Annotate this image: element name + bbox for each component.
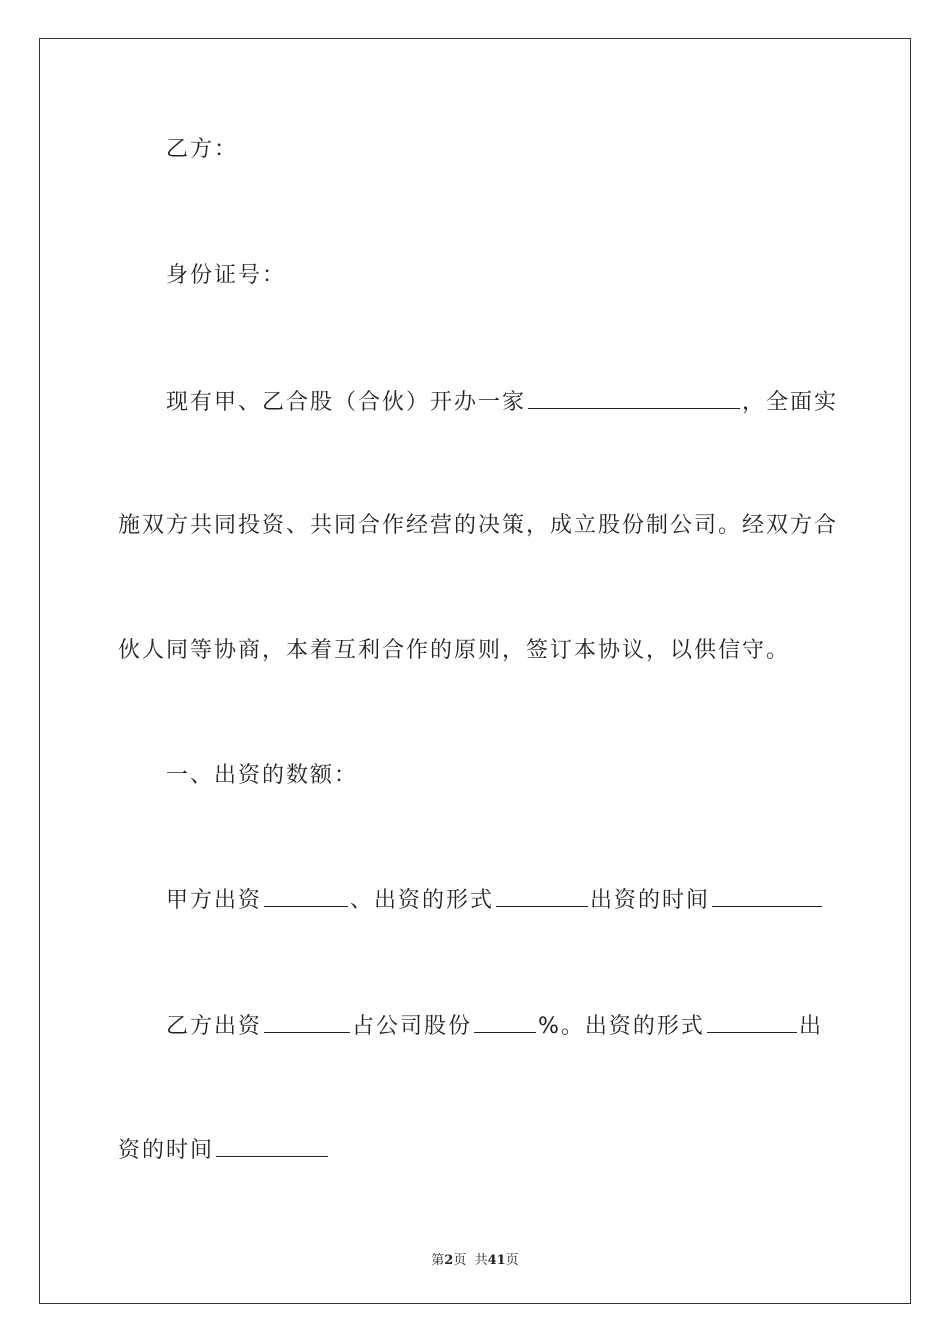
footer-prefix: 第	[431, 1253, 445, 1268]
b-continued-text: 出	[798, 1014, 823, 1039]
a-time-blank	[712, 884, 822, 907]
id-number-label	[166, 261, 286, 291]
paragraph-intro-line-1	[166, 386, 838, 418]
a-contribution-label: 甲方出资	[166, 888, 263, 913]
b-share-label: 占公司股份	[352, 1014, 473, 1039]
party-b-label	[166, 135, 238, 165]
paragraph-intro-line-3	[118, 636, 790, 666]
party-b-contribution-line	[166, 1010, 823, 1042]
footer-total-pages: 41	[487, 1253, 506, 1268]
a-form-label: 、出资的形式	[350, 888, 495, 913]
b-share-blank	[474, 1010, 536, 1033]
company-name-blank	[528, 386, 740, 409]
page-border	[39, 38, 911, 1304]
footer-suffix: 页	[505, 1253, 519, 1268]
a-time-label: 出资的时间	[590, 888, 711, 913]
footer-page-number: 2	[444, 1253, 454, 1268]
page-footer	[0, 1249, 950, 1268]
intro-text-start: 现有甲、乙合股（合伙）开办一家	[166, 390, 527, 415]
paragraph-intro-line-2	[118, 511, 838, 541]
b-percent-form-label: %。出资的形式	[538, 1014, 705, 1039]
b-time-label: 资的时间	[118, 1138, 215, 1163]
footer-middle: 页 共	[453, 1253, 488, 1268]
intro-text-line-3: 伙人同等协商，本着互利合作的原则，签订本协议，以供信守。	[118, 638, 791, 663]
intro-text-end: ，全面实	[742, 390, 839, 415]
section-1-title: 一、出资的数额：	[166, 763, 359, 788]
party-b-time-line	[118, 1134, 330, 1166]
section-heading-capital	[166, 761, 358, 791]
intro-text-line-2: 施双方共同投资、共同合作经营的决策，成立股份制公司。经双方合	[118, 513, 839, 538]
a-form-blank	[496, 884, 588, 907]
party-b-text: 乙方：	[166, 137, 239, 162]
id-number-text: 身份证号：	[166, 263, 287, 288]
a-amount-blank	[264, 884, 348, 907]
b-amount-blank	[264, 1010, 350, 1033]
b-time-blank	[216, 1134, 328, 1157]
party-a-contribution-line	[166, 884, 824, 916]
b-contribution-label: 乙方出资	[166, 1014, 263, 1039]
b-form-blank	[707, 1010, 797, 1033]
